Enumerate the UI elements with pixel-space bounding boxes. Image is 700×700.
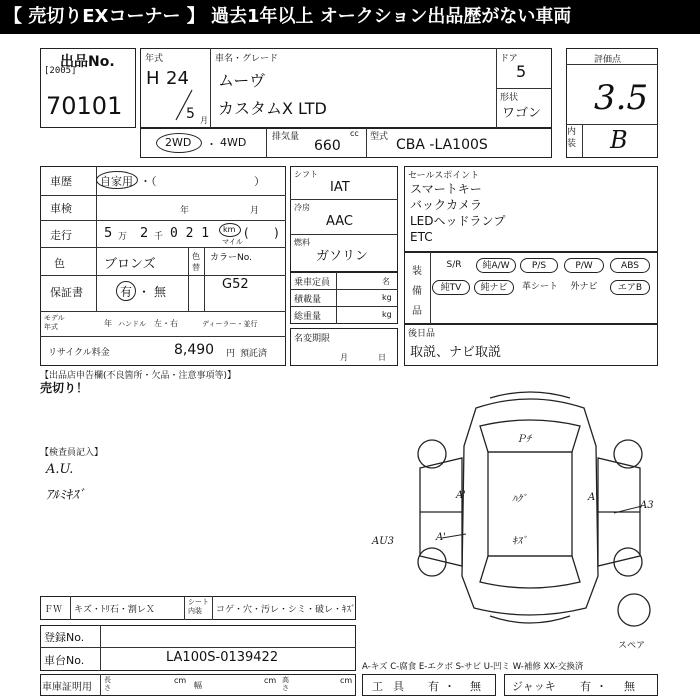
mileage-label: 走行 [50,229,72,242]
recycle-label: リサイクル料金 [48,348,110,358]
chassis-value: LA100S-0139422 [166,650,279,665]
equipment-label-1: 装 [412,266,422,277]
warranty-label: 保証書 [50,286,83,299]
displacement-value: 660 [314,138,341,154]
wheel-rear-left [418,548,446,576]
damage-mark-7: ｷｽﾞ [512,536,527,547]
model-value: CBA -LA100S [396,137,488,153]
interior-value: B [610,126,628,154]
warranty-no: 無 [154,285,167,299]
color-code: G52 [222,277,249,292]
car-damage-diagram [380,386,680,636]
equip-leather: 革シート [521,282,558,292]
rear-bumper [490,616,570,623]
year-month-unit: 月 [200,116,208,125]
color-change-label: 色替 [192,252,200,272]
history-value: 自家用 [100,175,133,188]
car-name-line2: カスタムX LTD [218,99,327,118]
front-bumper [490,392,570,398]
post-work-value: 取説、ナビ取説 [410,345,502,360]
inspection-year: 年 [180,206,190,216]
model-label: 型式 [370,132,389,142]
equip-tv: 純TV [432,280,470,295]
damage-mark-3: ﾊｸﾞ [512,494,527,505]
damage-mark-4: A' [588,492,598,503]
damage-mark-1: Ｐﾁ [516,434,531,445]
car-name-label: 車名・グレード [215,54,279,64]
mileage-sen: 千 [154,232,164,242]
cert-width: 幅 [194,681,202,690]
history-rest: ・（ [140,175,157,188]
legend-text: A-キズ C-腐食 E-エクボ S-サビ U-凹ミ W-補修 XX-交換済 [362,662,584,672]
equipment-label-3: 品 [412,306,422,317]
equip-sr: S/R [446,260,462,270]
shift-label: シフト [294,170,318,179]
damage-mark-8: A' [436,532,446,543]
capacity-label: 乗車定員 [294,278,331,288]
jack-yes: 有 [580,680,591,693]
fuel-label: 燃料 [294,238,310,247]
drive-sep: ・ [206,138,217,151]
warranty-yes: 有 [120,285,133,299]
spare-label: スペア [618,641,646,651]
score-value: 3.5 [594,78,649,118]
aircon-value: AAC [326,214,353,229]
load-label: 積載量 [294,295,322,305]
equip-airbag: エアB [610,280,650,295]
rear-window [480,556,580,588]
lot-year-code: [2005] [44,66,77,76]
year-era: H [146,68,160,89]
roof-outline [488,452,572,556]
mileage-man-num: 5 [104,226,113,241]
recycle-value: 8,490 [174,342,215,358]
weight-unit: kg [382,310,392,319]
floor-seat-text: コゲ・穴・汚レ・シミ・破レ・ｷｽﾞ [216,605,356,615]
sales-point-3: LEDヘッドランプ [410,214,506,228]
tools-yes: 有 [428,680,439,693]
drive-2wd: 2WD [165,136,192,149]
cert-label: 車庫証明用 [42,682,92,693]
cert-cm-1: cm [174,676,187,685]
registration-label: 登録No. [44,631,85,644]
equip-pw: P/W [564,258,604,273]
model-year-year: 年 [104,319,112,328]
year-month: 5 [186,106,195,122]
wheel-front-right [614,440,642,468]
lot-number: 70101 [46,92,123,120]
weight-label: 総重量 [294,312,322,322]
floor-label: ＦＷ [44,605,63,615]
damage-mark-2: A' [456,490,466,501]
cert-length: 長さ [104,676,111,692]
recycle-deposit: 預託済 [240,349,268,359]
fuel-value: ガソリン [316,249,369,264]
wheel-rear-right [614,548,642,576]
body-shape-value: ワゴン [502,106,542,121]
chassis-label: 車台No. [44,654,85,667]
name-change-day: 日 [378,353,386,362]
inspector-line1: A.U. [46,462,74,477]
floor-text: キズ・ﾄﾘ石・割レＸ [74,605,155,615]
jack-sep: ・ [596,680,607,693]
color-value: ブロンズ [104,257,156,272]
model-year-handle: ハンドル [118,320,146,328]
notes-value: 売切り！ [40,381,89,395]
doors-label: ドア [500,54,518,64]
displacement-label: 排気量 [272,132,300,142]
interior-label: 内装 [567,127,577,149]
inspector-label: 【検査員記入】 [40,448,104,458]
spare-tire [618,594,650,626]
year-label: 年式 [145,54,164,64]
score-label: 評価点 [594,55,622,65]
inspection-month: 月 [250,206,260,216]
tools-sep: ・ [444,680,455,693]
sales-points-label: セールスポイント [408,171,480,181]
color-label: 色 [54,257,65,270]
equip-alloy: 純A/W [476,258,516,273]
jack-label: ジャッキ [512,680,556,693]
inspector-line2: ｱﾙﾐｷｽﾞ [46,488,85,503]
recycle-unit: 円 [226,349,236,359]
mileage-km: km [223,225,236,234]
tools-no: 無 [470,680,481,693]
mileage-rest: 0 2 1 [170,226,210,241]
mileage-man: 万 [118,232,128,242]
inspection-label: 車検 [50,202,72,215]
aircon-label: 冷房 [294,203,310,212]
displacement-unit: cc [350,129,359,138]
model-year-label: モデル年式 [44,314,65,331]
name-change-label: 名変期限 [294,334,331,344]
body-shape-label: 形状 [500,93,519,103]
cert-height: 高さ [282,676,289,692]
mileage-sen-num: 2 [140,226,149,241]
tools-label: 工具 [372,680,414,693]
equip-abs: ABS [610,258,650,273]
mileage-paren-close: ) [274,226,279,240]
model-year-dealer: ディーラー・並行 [202,320,258,328]
post-work-label: 後日品 [408,329,436,339]
cert-cm-3: cm [340,676,353,685]
history-close: ） [254,175,265,188]
doors-value: 5 [516,62,527,81]
jack-no: 無 [624,680,635,693]
header-title: 【 売切りEXコーナー 】 過去1年以上 オークション出品歴がない車両 [0,0,700,34]
equipment-label-2: 備 [412,286,422,297]
lot-label: 出品No. [60,54,115,70]
model-year-handle-opts: 左・右 [154,319,178,328]
mileage-mile: マイル [222,238,243,246]
car-name-line1: ムーヴ [218,71,266,90]
history-label: 車歴 [50,175,72,188]
load-unit: kg [382,293,392,302]
wheel-front-left [418,440,446,468]
name-change-month: 月 [340,353,348,362]
damage-mark-6: AU3 [372,536,395,547]
warranty-sep: ・ [138,285,151,299]
drive-4wd: 4WD [220,136,247,149]
damage-mark-5: A3 [640,500,654,511]
mileage-paren-open: ( [244,226,249,240]
capacity-unit: 名 [382,277,390,286]
equip-ext-nav: 外ナビ [570,282,598,292]
floor-seat-label: シート内装 [188,598,209,615]
notes-label: 【出品店申告欄(不良箇所・欠品・注意事項等)】 [40,371,237,381]
sales-point-2: バックカメラ [410,198,483,212]
year-value: 24 [166,68,189,89]
shift-value: IAT [330,180,350,195]
sales-point-1: スマートキー [410,182,482,196]
cert-cm-2: cm [264,676,277,685]
equip-nav: 純ナビ [474,280,514,295]
sales-point-4: ETC [410,230,433,244]
color-code-label: カラーNo. [210,253,252,263]
equip-ps: P/S [520,258,558,273]
